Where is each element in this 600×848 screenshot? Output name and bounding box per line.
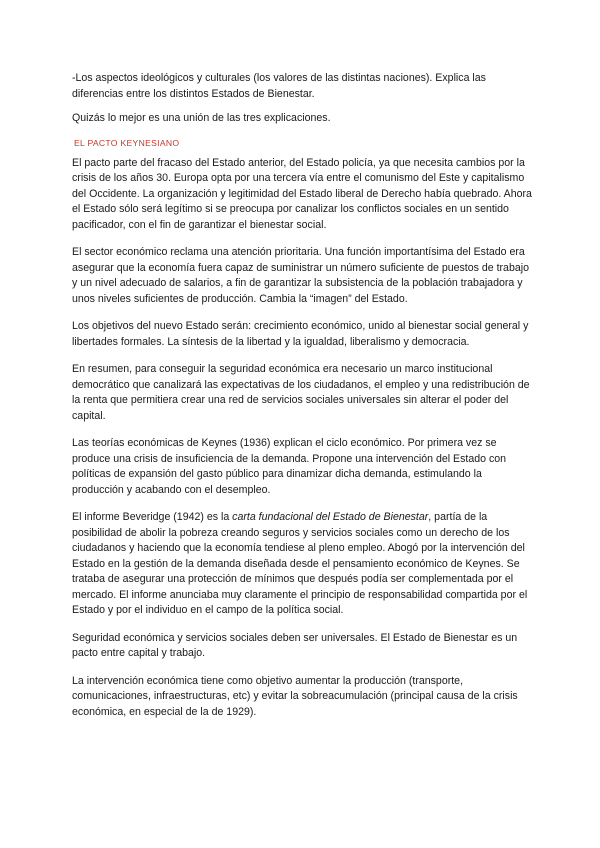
paragraph-6-italic: carta fundacional del Estado de Bienestar [232,511,429,523]
paragraph-6-lead: El informe Beveridge (1942) es la [72,511,233,523]
paragraph-3: Los objetivos del nuevo Estado serán: crecimiento económico, unido al bienestar social general y libertades formales. La síntesis de la libertad y la igualdad, liberalismo y democracia. [72,320,529,348]
paragraph-2: El sector económico reclama una atención prioritaria. Una función importantísima del Estado era asegurar que la economía fuera capaz de suministrar un número suficiente de puestos de trabajo y un nivel adecuado de salarios, a fin de garantizar la subsistencia de la población trabajadora y unos niveles suficientes de producción. Cambia la “imagen” del Estado. [72,246,529,305]
paragraph-6-rest: , partía de la posibilidad de abolir la pobreza creando seguros y servicios sociales como un derecho de los ciudadanos y haciendo que la economía tendiese al pleno empleo. Abogó por la intervención del Estado en la gestión de la demanda diseñada desde el pensamiento económico de Keynes. Se trataba de asegurar una protección de mínimos que después podía ser complementada por el mercado. El informe anunciaba muy claramente el principio de responsabilidad compartida por el Estado y por el individuo en el campo de la política social. [72,511,528,616]
intro-note: Quizás lo mejor es una unión de las tres explicaciones. [72,112,331,124]
paragraph-6 [72,510,532,619]
paragraph-4: En resumen, para conseguir la seguridad económica era necesario un marco institucional democrático que canalizará las expectativas de los ciudadanos, el empleo y una redistribución de la renta que permitiera crear una red de servicios sociales universales sin alterar el poder del capital. [72,363,530,422]
paragraph-8: La intervención económica tiene como objetivo aumentar la producción (transporte, comunicaciones, infraestructuras, etc) y evitar la sobreacumulación (principal causa de la crisis económica, en especial de la de 1929). [72,674,518,718]
paragraph-1: El pacto parte del fracaso del Estado anterior, del Estado policía, ya que necesita cambios por la crisis de los años 30. Europa opta por una tercera vía entre el comunismo del Este y capitalismo del Occidente. La organización y legitimidad del Estado liberal de Derecho había quebrado. Ahora el Estado sólo será legítimo si se preocupa por canalizar los conflictos sociales en un sentido pacificador, con el fin de garantizar el bienestar social. [72,156,532,231]
paragraph-5: Las teorías económicas de Keynes (1936) explican el ciclo económico. Por primera vez se produce una crisis de insuficiencia de la demanda. Propone una intervención del Estado con políticas de expansión del gasto público para dinamizar dicha demanda, estimulando la producción y acabando con el desempleo. [72,437,507,496]
section-heading: EL PACTO KEYNESIANO [74,137,180,148]
intro-paragraph: -Los aspectos ideológicos y culturales (los valores de las distintas naciones). Explica las diferencias entre los distintos Estados de Bienestar. [72,72,486,100]
paragraph-7: Seguridad económica y servicios sociales deben ser universales. El Estado de Bienestar es un pacto entre capital y trabajo. [72,631,518,659]
document-page [72,71,532,720]
